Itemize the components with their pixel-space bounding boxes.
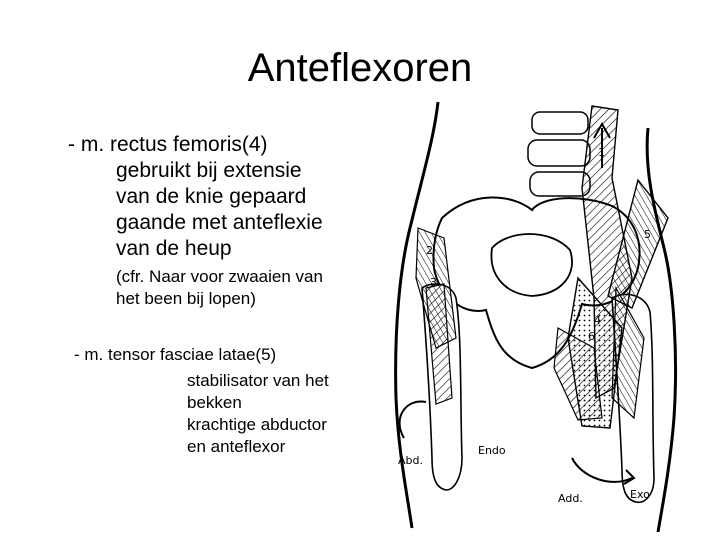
- description-line: van de knie gepaard: [116, 185, 307, 208]
- label-abd: Abd.: [398, 454, 423, 467]
- vertebra: [530, 172, 590, 196]
- description-line: krachtige abductor: [187, 415, 327, 434]
- label-6: 6: [588, 330, 595, 343]
- label-4: 4: [594, 314, 601, 327]
- bullet-tensor-fasciae-latae-heading: - m. tensor fasciae latae(5): [74, 345, 277, 364]
- label-5: 5: [644, 228, 651, 241]
- label-2: 2: [426, 244, 433, 257]
- arrow-abduction: [400, 401, 426, 438]
- label-exo: Exo: [630, 488, 650, 501]
- description-line: en anteflexor: [187, 437, 286, 456]
- note-line: (cfr. Naar voor zwaaien van: [116, 267, 323, 286]
- bullet-rectus-femoris-description: [116, 158, 323, 262]
- label-add: Add.: [558, 492, 583, 505]
- note-line: het been bij lopen): [116, 289, 256, 308]
- vertebra: [532, 112, 588, 134]
- label-1: 1: [598, 146, 605, 159]
- label-endo: Endo: [478, 444, 506, 457]
- bullet-rectus-femoris-heading: - m. rectus femoris(4): [68, 133, 268, 156]
- bullet-tensor-fasciae-latae-description: [187, 370, 329, 458]
- vertebra: [528, 140, 590, 166]
- description-line: bekken: [187, 393, 242, 412]
- description-line: gebruikt bij extensie: [116, 159, 302, 182]
- slide-title: Anteflexoren: [247, 46, 473, 90]
- description-line: van de heup: [116, 237, 232, 260]
- description-line: gaande met anteflexie: [116, 211, 323, 234]
- description-line: stabilisator van het: [187, 371, 329, 390]
- hip-muscle-illustration: [382, 98, 682, 532]
- label-3: 3: [430, 276, 437, 289]
- bullet-rectus-femoris-note: [116, 266, 323, 310]
